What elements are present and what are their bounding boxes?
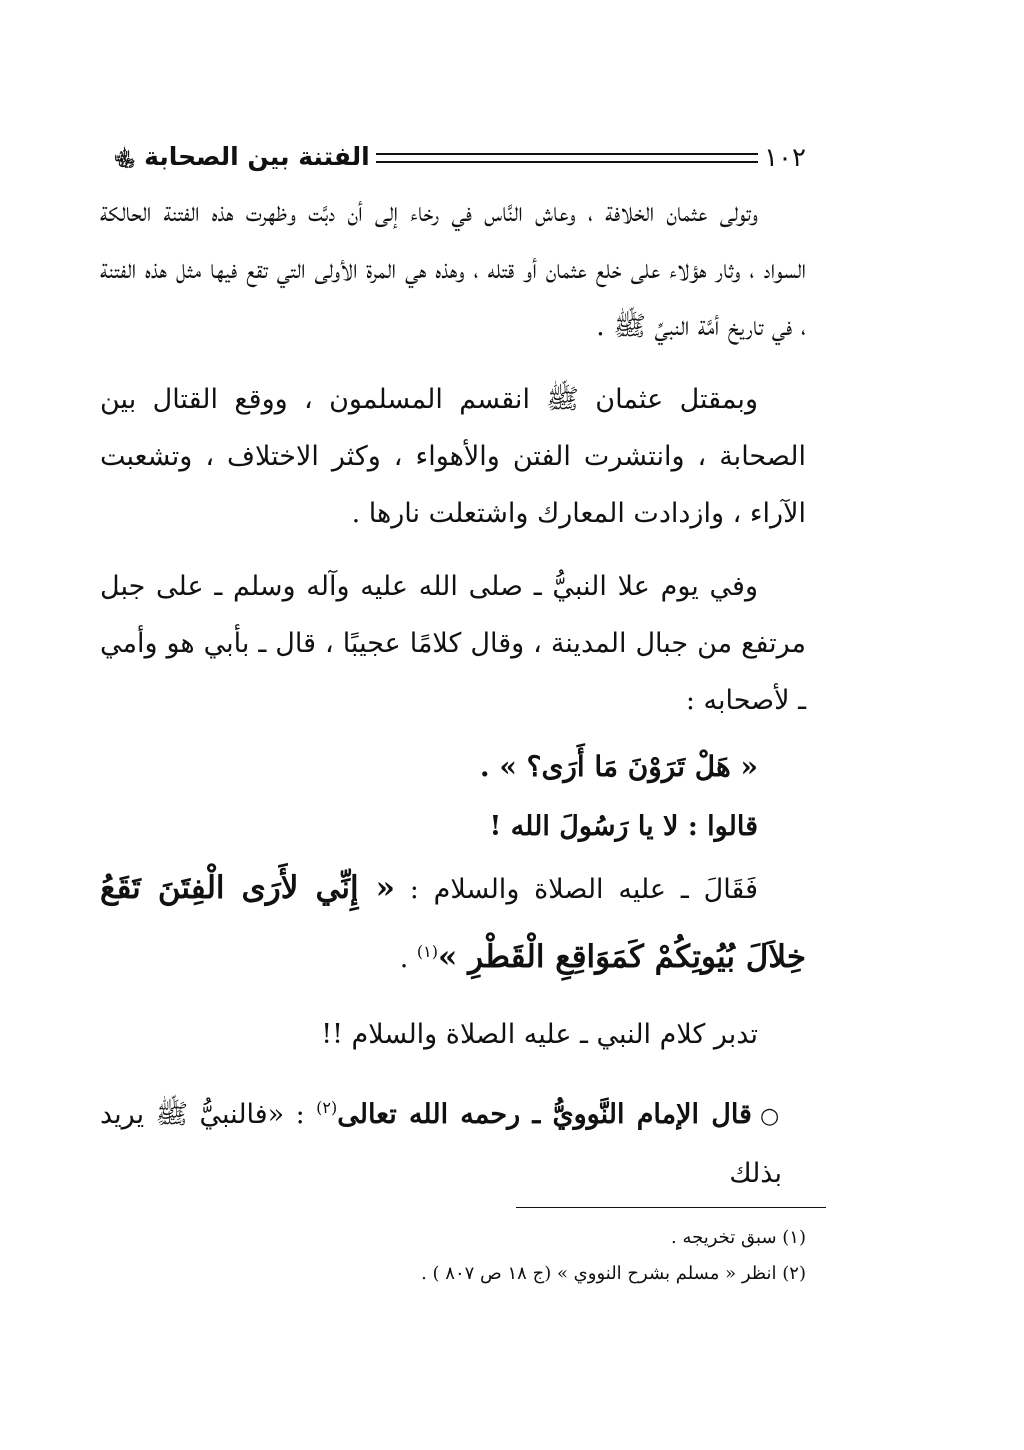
footnotes: [300, 1220, 806, 1292]
footnote-ref-1: (١): [416, 942, 438, 961]
paragraph-2: وبمقتل عثمان ﷺ انقسم المسلمون ، ووقع القتال بين الصحابة ، وانتشرت الفتن والأهواء ، وكثر الاختلاف ، وتشعبت الآراء ، وازدادت المعارك واشتعلت نارها .: [100, 384, 806, 529]
paragraph-6-bold: قال الإمام النَّوويُّ ـ رحمه الله تعالى: [337, 1099, 752, 1130]
paragraph-4: [100, 857, 806, 990]
paragraph-6-rest: : «فالنبيُّ ﷺ يريد بذلك: [100, 1099, 782, 1189]
header-rule: [376, 153, 758, 163]
header-title-text: الفتنة بين الصحابة: [144, 142, 370, 171]
paragraph-3: وفي يوم علا النبيُّ ـ صلى الله عليه وآله وسلم ـ على جبل مرتفع من جبال المدينة ، وقال كلامًا عجيبًا ، قال ـ بأبي هو وأمي ـ لأصحابه :: [100, 571, 806, 716]
circle-bullet-icon: ○: [759, 1104, 782, 1129]
footnote-ref-2: (٢): [316, 1098, 338, 1117]
paragraph-4-intro: فَقَالَ ـ عليه الصلاة والسلام :: [394, 874, 758, 905]
paragraph-4-end: .: [399, 943, 417, 974]
page-number: ١٠٢: [764, 143, 806, 173]
footnote-2: (٢) انظر « مسلم بشرح النووي » (ج ١٨ ص ٨٠٧ ) .: [421, 1263, 806, 1284]
footnote-1: (١) سبق تخريجه .: [671, 1227, 806, 1248]
paragraph-1: وتولى عثمان الخلافة ، وعاش النَّاس في رخاء إلى أن دبَّت وظهرت هذه الفتنة الحالكة السواد ، وثار هؤلاء على خلع عثمان أو قتله ، وهذه هي المرة الأولى التي تقع فيها مثل هذه الفتنة ، في تاريخ أمَّة النبيِّ ﷺ .: [100, 197, 806, 342]
honorific-icon: ﵄: [114, 149, 136, 170]
quote-question: « هَلْ تَرَوْنَ مَا أَرَى؟ » .: [479, 750, 758, 783]
running-header: [100, 138, 806, 178]
hadith-text: « إِنِّي لأَرَى الْفِتَنَ تَقَعُ خِلاَلَ بُيُوتِكُمْ كَمَوَاقِعِ الْقَطْرِ »: [100, 870, 806, 975]
paragraph-5: تدبر كلام النبي ـ عليه الصلاة والسلام !!: [321, 1019, 758, 1050]
quote-answer: قالوا : لا يا رَسُولَ الله !: [489, 811, 758, 842]
footnote-separator: [516, 1207, 826, 1208]
paragraph-6: [100, 1079, 806, 1202]
header-title: [114, 142, 370, 174]
main-text: [100, 184, 806, 1218]
